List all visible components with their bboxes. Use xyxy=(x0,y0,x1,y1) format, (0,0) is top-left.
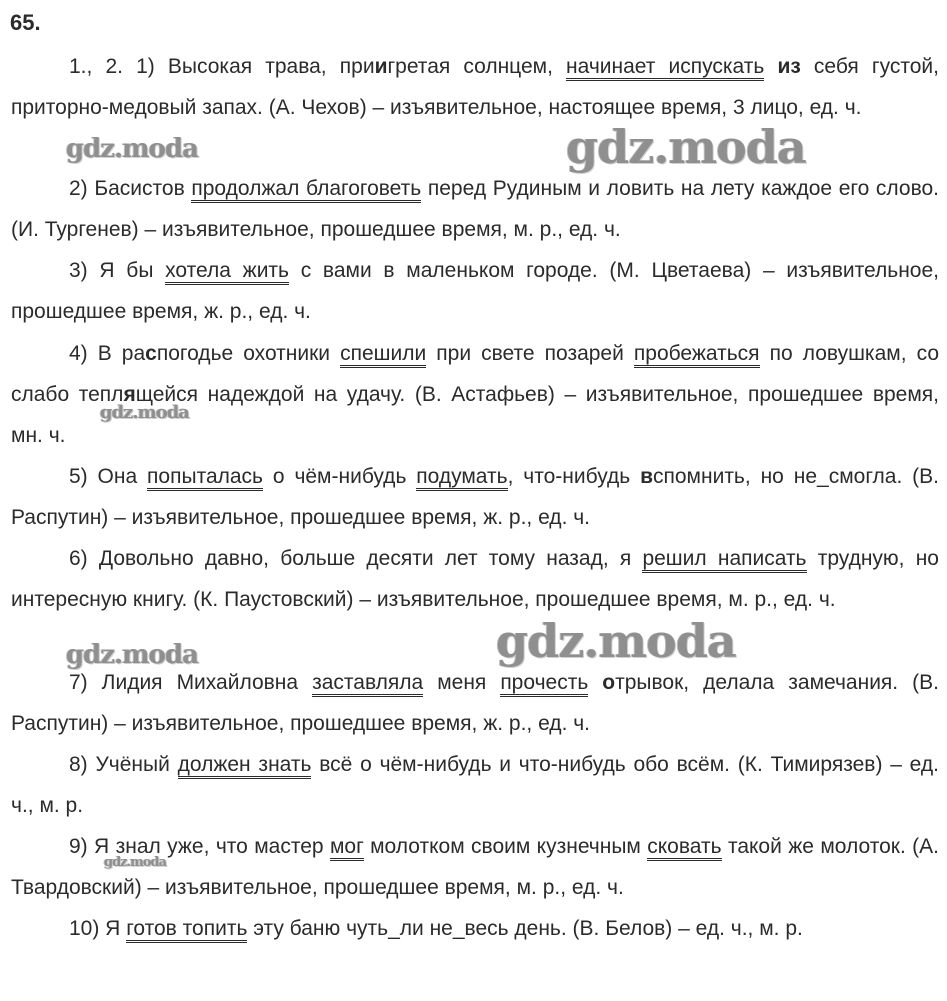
predicate: продолжал благоговеть xyxy=(191,177,421,203)
text: трудную, но интересную книгу. (К. Паустовский) – изъявительное, прошедшее время, м. р., ед. ч. xyxy=(11,547,939,611)
predicate: пробежаться xyxy=(634,342,760,368)
text: мечания. (В. Распутин) – изъявительное, прошедшее время, ж. р., ед. ч. xyxy=(11,671,939,735)
text: 10) Я xyxy=(69,917,127,940)
predicate: спешили xyxy=(340,342,426,368)
text: молотком своим кузнечным xyxy=(363,835,648,858)
text: спомнить, но не_смогла. (В. Распутин) – изъявительное, прошедшее время, ж. р., ед. ч. xyxy=(11,465,939,529)
text: 2) Басистов xyxy=(69,177,192,200)
watermark: gdz.moda xyxy=(66,640,199,670)
sentence-8 xyxy=(11,744,939,826)
task-number: 65. xyxy=(10,10,41,35)
text-bold: я xyxy=(123,383,136,406)
text: эту баню чуть_ли не_весь день. (В. Белов) – ед. ч., м. р. xyxy=(247,917,803,940)
text: погодье охотники xyxy=(156,342,341,365)
text: 6) Довольно давно, больше десяти лет тому назад, я xyxy=(69,547,643,570)
text-bold: с xyxy=(145,342,157,365)
predicate: решил написать xyxy=(642,547,806,573)
sentence-3 xyxy=(11,250,939,332)
predicate: попыталась xyxy=(147,465,263,491)
predicate: хотела жить xyxy=(165,259,289,285)
text: 1., 2. 1) Высокая трава, при xyxy=(69,55,375,78)
predicate: сковать xyxy=(647,835,721,861)
text: 3) Я бы xyxy=(69,259,166,282)
text: такой же молоток. (А. Твардовский) – изъявительное, прошедшее время, м. р., ед. ч. xyxy=(11,835,939,899)
predicate: подумать xyxy=(416,465,507,491)
text: щейся надеждой на удачу. (В. Астафьев) – изъявительное, прошедшее время, мн. ч. xyxy=(11,383,939,447)
predicate: заставляла xyxy=(312,671,423,697)
text xyxy=(588,671,602,694)
watermark: gdz.moda xyxy=(100,402,189,423)
predicate: прочесть xyxy=(500,671,588,697)
text: себя густой, приторно-медовый запах. (А. Чехов) – изъявительное, настоящее время, 3 лицо, ед. ч. xyxy=(11,55,939,119)
text-bold: в xyxy=(640,465,653,488)
text: о чём-нибудь xyxy=(263,465,417,488)
sentence-7 xyxy=(11,662,939,744)
text: трывок, делала за xyxy=(615,671,810,694)
text: , что-нибудь xyxy=(507,465,641,488)
sentence-6 xyxy=(11,538,939,620)
sentence-2 xyxy=(11,168,939,250)
watermark: gdz.moda xyxy=(66,134,199,164)
sentence-1 xyxy=(11,46,939,128)
predicate: мог xyxy=(330,835,364,861)
text-bold: о xyxy=(602,671,616,694)
sentence-4 xyxy=(11,333,939,456)
watermark: gdz.moda xyxy=(104,855,167,870)
watermark: gdz.moda xyxy=(496,614,736,668)
text: гретая солнцем, xyxy=(387,55,567,78)
text: 4) В ра xyxy=(69,342,146,365)
predicate: начинает испускать xyxy=(566,55,764,81)
text-bold: и xyxy=(374,55,388,78)
text: 7) Лидия Михайловна xyxy=(69,671,313,694)
predicate: готов топить xyxy=(126,917,247,943)
text: 9) Я знал уже, что мастер xyxy=(69,835,330,858)
text: всё о чём-нибудь и что-нибудь обо всём. (К. Тимирязев) – ед. ч., м. р. xyxy=(11,753,939,817)
watermark: gdz.moda xyxy=(566,120,806,174)
text: при свете позарей xyxy=(426,342,634,365)
sentence-10 xyxy=(11,908,939,949)
text: перед Рудиным и ловить на лету каждое его слово. (И. Тургенев) – изъявительное, прошедшее время, м. р., ед. ч. xyxy=(11,177,940,241)
text: 8) Учёный xyxy=(69,753,178,776)
text: по ловушкам, со слабо тепл xyxy=(11,342,939,406)
sentence-5 xyxy=(11,456,939,538)
text: с вами в маленьком городе. (М. Цветаева) – изъявительное, прошедшее время, ж. р., ед. ч. xyxy=(11,259,939,323)
text-bold: из xyxy=(777,55,801,78)
predicate: должен знать xyxy=(178,753,312,779)
text xyxy=(764,55,777,78)
text: 5) Она xyxy=(69,465,148,488)
text: меня xyxy=(423,671,501,694)
